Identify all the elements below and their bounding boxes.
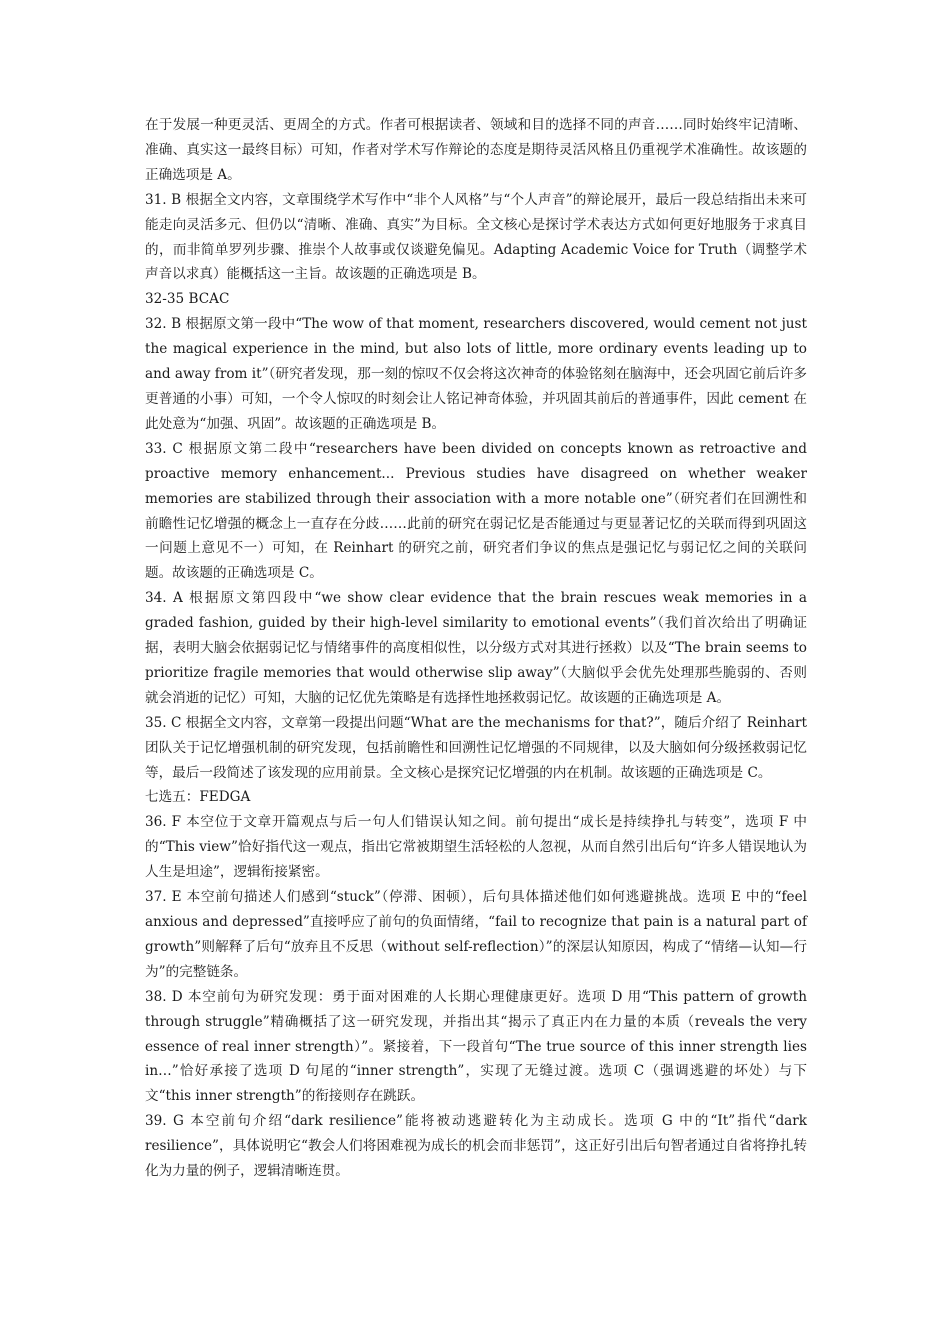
answer-key-seven-choose-five: 七选五：FEDGA bbox=[145, 789, 251, 806]
paragraph-q33: 33. C 根据原文第二段中“researchers have been divided on concepts known as retroactive and proactive memory enhancement... Previous studies have disagreed on whether weaker memories are stabilized through their association with a more notable one”（研究者们在回溯性和前瞻性记忆增强的概念上一直存在分歧……此前的研究在弱记忆是否能通过与更显著记忆的关联而得到巩固这一问题上意见不一）可知，在 Reinhart 的研究之前，研究者们争议的焦点是强记忆与弱记忆之间的关联问题。故该题的正确选项是 C。 bbox=[145, 440, 807, 582]
paragraph-q35: 35. C 根据全文内容，文章第一段提出问题“What are the mechanisms for that?”，随后介绍了 Reinhart 团队关于记忆增强机制的研究发现，包括前瞻性和回溯性记忆增强的不同规律，以及大脑如何分级拯救弱记忆等，最后一段简述了该发现的应用前景。全文核心是探究记忆增强的内在机制。故该题的正确选项是 C。 bbox=[145, 714, 807, 781]
paragraph-q32: 32. B 根据原文第一段中“The wow of that moment, researchers discovered, would cement not just the magical experience in the mind, but also lots of little, more ordinary events leading up to and away from it”（研究者发现，那一刻的惊叹不仅会将这次神奇的体验铭刻在脑海中，还会巩固它前后许多更普通的小事）可知，一个令人惊叹的时刻会让人铭记神奇体验，并巩固其前后的普通事件，因此 cement 在此处意为“加强、巩固”。故该题的正确选项是 B。 bbox=[145, 316, 807, 432]
answer-key-32-35: 32-35 BCAC bbox=[145, 291, 230, 308]
paragraph-30-conclusion: 在于发展一种更灵活、更周全的方式。作者可根据读者、领域和目的选择不同的声音……同时始终牢记清晰、准确、真实这一最终目标）可知，作者对学术写作辩论的态度是期待灵活风格且仍重视学术准确性。故该题的正确选项是 A。 bbox=[145, 117, 807, 183]
paragraph-q39: 39. G 本空前句介绍“dark resilience”能将被动逃避转化为主动成长。选项 G 中的“It”指代“dark resilience”，具体说明它“教会人们将困难视为成长的机会而非惩罚”，这正好引出后句智者通过自省将挣扎转化为力量的例子，逻辑清晰连贯。 bbox=[145, 1113, 807, 1180]
paragraph-q38: 38. D 本空前句为研究发现：勇于面对困难的人长期心理健康更好。选项 D 用“This pattern of growth through struggle”精确概括了这一研究发现，并指出其“揭示了真正内在力量的本质（reveals the very essence of real inner strength）”。紧接着，下一段首句“The true source of this inner strength lies in…”恰好承接了选项 D 句尾的“inner strength”，实现了无缝过渡。选项 C（强调逃避的坏处）与下文“this inner strength”的衔接则存在跳跃。 bbox=[145, 988, 807, 1105]
paragraph-q36: 36. F 本空位于文章开篇观点与后一句人们错误认知之间。前句提出“成长是持续挣扎与转变”，选项 F 中的“This view”恰好指代这一观点，指出它常被期望生活轻松的人忽视，从而自然引出后句“许多人错误地认为人生是坦途”，逻辑衔接紧密。 bbox=[145, 814, 807, 881]
answer-explanation-page bbox=[145, 113, 807, 1184]
paragraph-q37: 37. E 本空前句描述人们感到“stuck”（停滞、困顿），后句具体描述他们如何逃避挑战。选项 E 中的“feel anxious and depressed”直接呼应了前句的负面情绪，“fail to recognize that pain is a natural part of growth”则解释了后句“放弃且不反思（without self-reflection）”的深层认知原因，构成了“情绪—认知—行为”的完整链条。 bbox=[145, 889, 807, 980]
paragraph-q31: 31. B 根据全文内容，文章围绕学术写作中“非个人风格”与“个人声音”的辩论展开，最后一段总结指出未来可能走向灵活多元、但仍以“清晰、准确、真实”为目标。全文核心是探讨学术表达方式如何更好地服务于求真目的，而非简单罗列步骤、推崇个人故事或仅谈避免偏见。Adapting Academic Voice for Truth（调整学术声音以求真）能概括这一主旨。故该题的正确选项是 B。 bbox=[145, 191, 807, 283]
paragraph-q34: 34. A 根据原文第四段中“we show clear evidence that the brain rescues weak memories in a graded fashion, guided by their high-level similarity to emotional events”（我们首次给出了明确证据，表明大脑会依据弱记忆与情绪事件的高度相似性，以分级方式对其进行拯救）以及“The brain seems to prioritize fragile memories that would otherwise slip away”（大脑似乎会优先处理那些脆弱的、否则就会消逝的记忆）可知，大脑的记忆优先策略是有选择性地拯救弱记忆。故该题的正确选项是 A。 bbox=[145, 590, 807, 706]
